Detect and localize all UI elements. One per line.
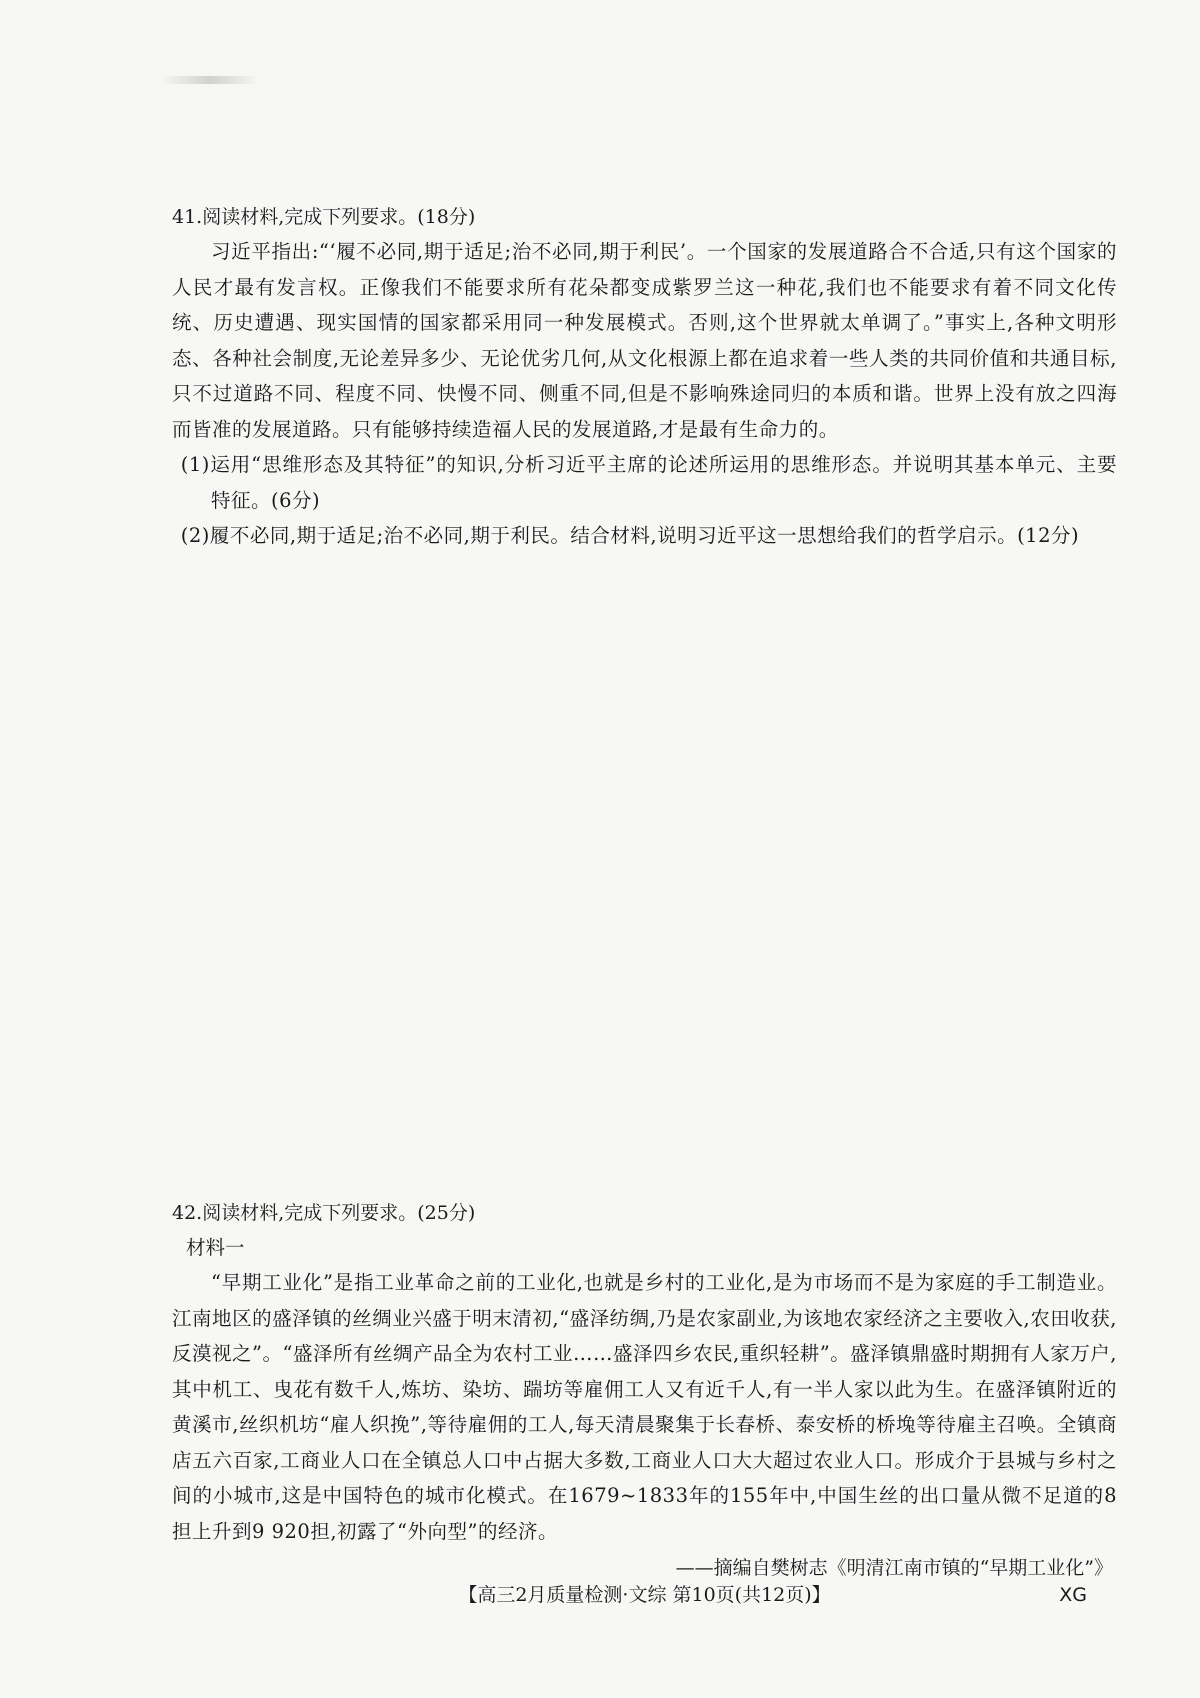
footer-label: 【高三2月质量检测·文综 第10页(共12页)】: [458, 1584, 831, 1606]
footer-code: XG: [1059, 1584, 1087, 1606]
question-42: [172, 1196, 1117, 1585]
question-41: [172, 200, 1117, 554]
question-41-material: 习近平指出:“‘履不必同,期于适足;治不必同,期于利民’。一个国家的发展道路合不合适,只有这个国家的人民才最有发言权。正像我们不能要求所有花朵都变成紫罗兰这一种花,我们也不能要求有着不同文化传统、历史遭遇、现实国情的国家都采用同一种发展模式。否则,这个世界就太单调了。”事实上,各种文明形态、各种社会制度,无论差异多少、无论优劣几何,从文化根源上都在追求着一些人类的共同价值和共通目标,只不过道路不同、程度不同、快慢不同、侧重不同,但是不影响殊途同归的本质和谐。世界上没有放之四海而皆准的发展道路。只有能够持续造福人民的发展道路,才是最有生命力的。: [172, 240, 1117, 441]
question-41-title: 41.阅读材料,完成下列要求。(18分): [172, 206, 476, 228]
question-42-material: “早期工业化”是指工业革命之前的工业化,也就是乡村的工业化,是为市场而不是为家庭的手工制造业。江南地区的盛泽镇的丝绸业兴盛于明末清初,“盛泽纺绸,乃是农家副业,为该地农家经济之主要收入,农田收获,反漠视之”。“盛泽所有丝绸产品全为农村工业……盛泽四乡农民,重织轻耕”。盛泽镇鼎盛时期拥有人家万户,其中机工、曳花有数千人,炼坊、染坊、踹坊等雇佣工人又有近千人,有一半人家以此为生。在盛泽镇附近的黄溪市,丝织机坊“雇人织挽”,等待雇佣的工人,每天清晨聚集于长春桥、泰安桥的桥堍等待雇主召唤。全镇商店五六百家,工商业人口在全镇总人口中占据大多数,工商业人口大大超过农业人口。形成介于县城与乡村之间的小城市,这是中国特色的城市化模式。在1679~1833年的155年中,中国生丝的出口量从微不足道的8担上升到9 920担,初露了“外向型”的经济。: [172, 1271, 1117, 1543]
question-42-title: 42.阅读材料,完成下列要求。(25分): [172, 1202, 476, 1224]
material-source: ——摘编自樊树志《明清江南市镇的“早期工业化”》: [675, 1557, 1113, 1579]
question-41-part-1: (1)运用“思维形态及其特征”的知识,分析习近平主席的论述所运用的思维形态。并说明其基本单元、主要特征。(6分): [180, 453, 1117, 512]
scan-smudge: [160, 76, 260, 84]
material-one-label: 材料一: [186, 1236, 245, 1259]
question-41-part-2: (2)履不必同,期于适足;治不必同,期于利民。结合材料,说明习近平这一思想给我们的哲学启示。(12分): [180, 524, 1080, 547]
